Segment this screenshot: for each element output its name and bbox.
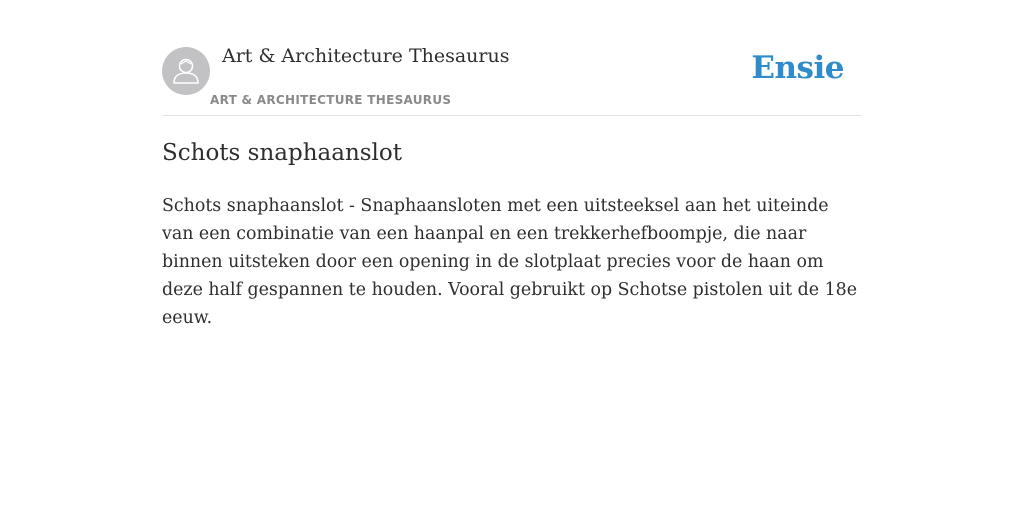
article-body: Schots snaphaanslot - Snaphaansloten met een uitsteeksel aan het uiteinde van een combinatie van een haanpal en een trekkerhefboompje, die naar binnen uitsteken door een opening in de slotplaat precies voor de haan om deze half gespannen te houden. Vooral gebruikt op Schotse pistolen uit de 18e eeuw. [162, 196, 857, 328]
article-header [162, 0, 862, 116]
article-title: Schots snaphaanslot [162, 140, 403, 166]
content-container [162, 0, 862, 328]
user-avatar-icon[interactable] [162, 47, 210, 95]
ensie-logo[interactable]: Ensie [751, 50, 844, 86]
source-label[interactable]: ART & ARCHITECTURE THESAURUS [210, 93, 452, 107]
author-name[interactable]: Art & Architecture Thesaurus [222, 45, 510, 67]
